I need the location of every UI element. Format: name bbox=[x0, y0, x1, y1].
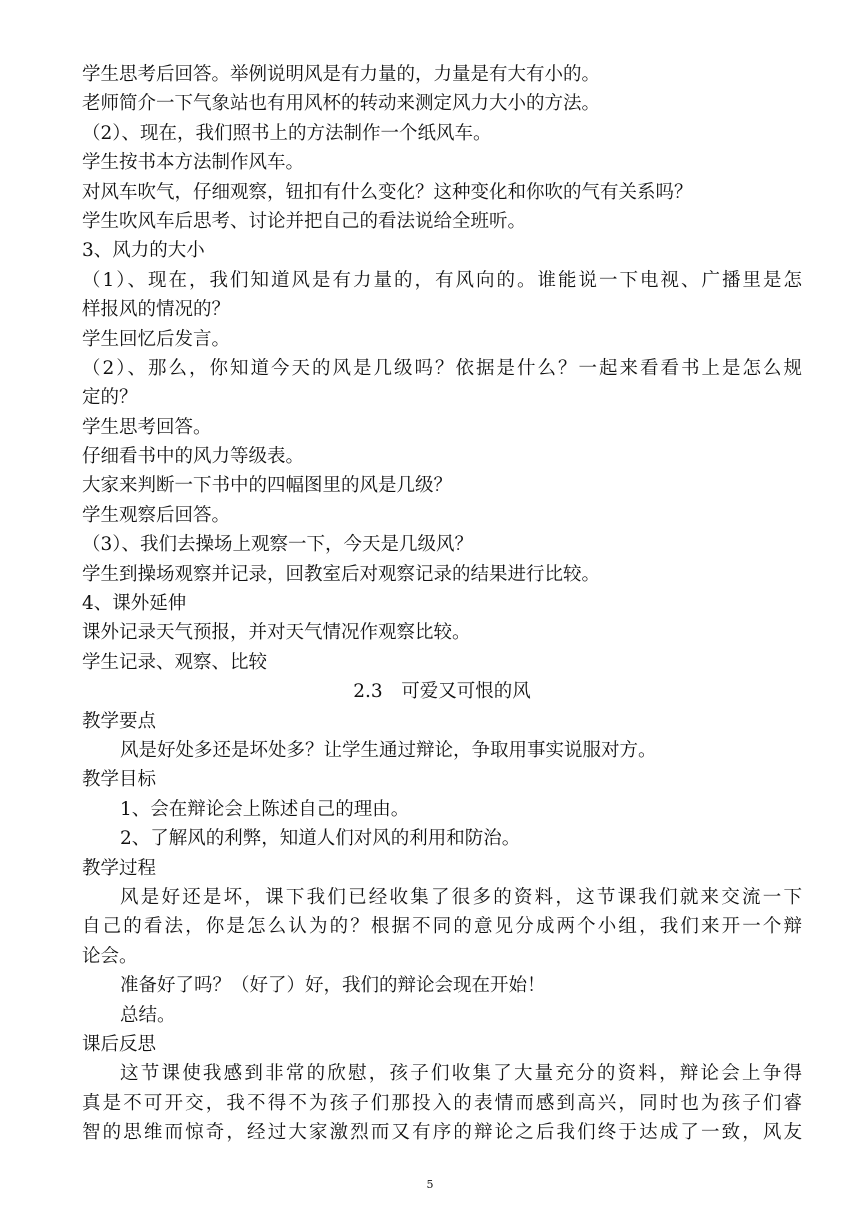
text-line: 准备好了吗？（好了）好，我们的辩论会现在开始！ bbox=[120, 975, 546, 997]
text-line: 教学过程 bbox=[82, 857, 157, 879]
text-line: 3、风力的大小 bbox=[82, 240, 205, 262]
text-line: 这节课使我感到非常的欣慰，孩子们收集了大量充分的资料，辩论会上争得 bbox=[120, 1063, 802, 1085]
text-line: 仔细看书中的风力等级表。 bbox=[82, 446, 305, 468]
text-line: （2）、那么，你知道今天的风是几级吗？依据是什么？一起来看看书上是怎么规 bbox=[82, 357, 802, 379]
text-line: 老师简介一下气象站也有用风杯的转动来测定风力大小的方法。 bbox=[82, 93, 601, 115]
text-line: 学生思考后回答。举例说明风是有力量的，力量是有大有小的。 bbox=[82, 64, 601, 85]
page-number: 5 bbox=[426, 1178, 434, 1191]
text-line: 论会。 bbox=[82, 945, 138, 967]
text-line: 课外记录天气预报，并对天气情况作观察比较。 bbox=[82, 622, 471, 644]
text-line: 学生回忆后发言。 bbox=[82, 328, 231, 350]
text-line: 课后反思 bbox=[82, 1033, 157, 1055]
text-line: 2、了解风的利弊，知道人们对风的利用和防治。 bbox=[120, 828, 521, 850]
text-line: 风是好还是坏，课下我们已经收集了很多的资料，这节课我们就来交流一下 bbox=[120, 886, 802, 908]
text-line: （2）、现在，我们照书上的方法制作一个纸风车。 bbox=[82, 122, 492, 144]
text-line: 自己的看法，你是怎么认为的？根据不同的意见分成两个小组，我们来开一个辩 bbox=[82, 916, 802, 938]
text-line: 智的思维而惊奇，经过大家激烈而又有序的辩论之后我们终于达成了一致，风友 bbox=[82, 1122, 802, 1144]
text-line: 真是不可开交，我不得不为孩子们那投入的表情而感到高兴，同时也为孩子们睿 bbox=[82, 1092, 802, 1114]
text-line: 学生思考回答。 bbox=[82, 416, 212, 438]
text-line: 定的？ bbox=[82, 387, 138, 409]
text-line: 学生到操场观察并记录，回教室后对观察记录的结果进行比较。 bbox=[82, 563, 601, 585]
text-line: 学生按书本方法制作风车。 bbox=[82, 152, 305, 174]
text-line: 1、会在辩论会上陈述自己的理由。 bbox=[120, 798, 410, 820]
text-line: 学生观察后回答。 bbox=[82, 504, 231, 526]
document-page bbox=[82, 60, 802, 1147]
text-line: 2.3 可爱又可恨的风 bbox=[353, 681, 531, 703]
text-line: 学生记录、观察、比较 bbox=[82, 651, 268, 673]
text-line: 教学要点 bbox=[82, 710, 157, 732]
text-line: 学生吹风车后思考、讨论并把自己的看法说给全班听。 bbox=[82, 210, 527, 232]
text-line: 风是好处多还是坏处多？让学生通过辩论，争取用事实说服对方。 bbox=[120, 739, 657, 761]
text-line: 大家来判断一下书中的四幅图里的风是几级？ bbox=[82, 475, 453, 497]
text-line: 样报风的情况的？ bbox=[82, 299, 231, 321]
text-line: （3）、我们去操场上观察一下，今天是几级风？ bbox=[82, 534, 474, 556]
text-line: 4、课外延伸 bbox=[82, 593, 187, 615]
text-line: 总结。 bbox=[120, 1004, 176, 1026]
text-line: （1）、现在，我们知道风是有力量的，有风向的。谁能说一下电视、广播里是怎 bbox=[82, 269, 802, 291]
text-line: 教学目标 bbox=[82, 769, 157, 791]
text-line: 对风车吹气，仔细观察，钮扣有什么变化？这种变化和你吹的气有关系吗？ bbox=[82, 181, 693, 203]
